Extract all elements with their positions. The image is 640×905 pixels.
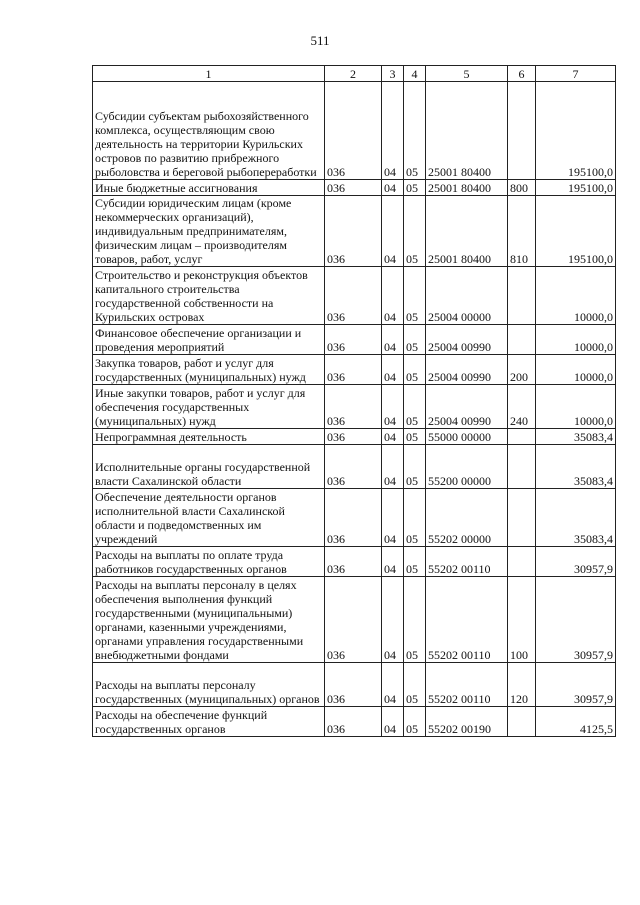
row-sum: 195100,0 [536,196,616,267]
row-name: Исполнительные органы государственной власти Сахалинской области [93,445,325,489]
row-rz: 04 [382,547,404,577]
table-row [93,547,616,577]
row-sum: 195100,0 [536,180,616,196]
row-grbs: 036 [325,385,382,429]
row-name: Расходы на выплаты по оплате труда работников государственных органов [93,547,325,577]
row-sum: 10000,0 [536,385,616,429]
row-csr: 25001 80400 [426,196,508,267]
row-pr: 05 [404,489,426,547]
row-name: Закупка товаров, работ и услуг для государственных (муниципальных) нужд [93,355,325,385]
row-vr: 240 [508,385,536,429]
row-pr: 05 [404,325,426,355]
row-sum: 35083,4 [536,429,616,445]
row-name: Непрограммная деятельность [93,429,325,445]
row-grbs: 036 [325,267,382,325]
row-sum: 35083,4 [536,489,616,547]
row-grbs: 036 [325,180,382,196]
row-csr: 55202 00110 [426,547,508,577]
row-rz: 04 [382,355,404,385]
row-grbs: 036 [325,355,382,385]
table-row [93,82,616,180]
row-sum: 4125,5 [536,707,616,737]
row-pr: 05 [404,196,426,267]
row-name: Финансовое обеспечение организации и проведения мероприятий [93,325,325,355]
row-sum: 30957,9 [536,547,616,577]
row-pr: 05 [404,355,426,385]
row-name: Субсидии субъектам рыбохозяйственного комплекса, осуществляющим свою деятельность на территории Курильских островов по развитию прибрежного рыболовства и береговой рыбопереработки [93,82,325,180]
row-vr [508,547,536,577]
row-pr: 05 [404,385,426,429]
row-name: Обеспечение деятельности органов исполнительной власти Сахалинской области и подведомственных им учреждений [93,489,325,547]
row-rz: 04 [382,180,404,196]
row-csr: 55202 00000 [426,489,508,547]
row-grbs: 036 [325,547,382,577]
row-vr [508,707,536,737]
row-rz: 04 [382,429,404,445]
table-row [93,707,616,737]
row-name: Иные закупки товаров, работ и услуг для обеспечения государственных (муниципальных) нужд [93,385,325,429]
row-rz: 04 [382,489,404,547]
table-row [93,445,616,489]
row-grbs: 036 [325,489,382,547]
row-rz: 04 [382,385,404,429]
column-header: 2 [325,66,382,82]
row-rz: 04 [382,445,404,489]
row-sum: 10000,0 [536,355,616,385]
row-grbs: 036 [325,325,382,355]
row-sum: 10000,0 [536,267,616,325]
table-row [93,429,616,445]
table-row [93,267,616,325]
column-header: 6 [508,66,536,82]
row-rz: 04 [382,82,404,180]
row-grbs: 036 [325,707,382,737]
row-csr: 55202 00110 [426,663,508,707]
row-csr: 25004 00990 [426,385,508,429]
row-vr: 810 [508,196,536,267]
row-rz: 04 [382,196,404,267]
row-pr: 05 [404,707,426,737]
row-rz: 04 [382,663,404,707]
row-csr: 55202 00190 [426,707,508,737]
row-vr: 200 [508,355,536,385]
table-row [93,325,616,355]
row-csr: 25001 80400 [426,82,508,180]
row-vr: 100 [508,577,536,663]
row-csr: 25004 00990 [426,325,508,355]
table-header-row [93,66,616,82]
row-vr [508,267,536,325]
table-row [93,577,616,663]
row-csr: 55200 00000 [426,445,508,489]
row-sum: 30957,9 [536,663,616,707]
row-rz: 04 [382,577,404,663]
row-pr: 05 [404,547,426,577]
row-sum: 30957,9 [536,577,616,663]
table-row [93,196,616,267]
row-vr [508,489,536,547]
row-rz: 04 [382,325,404,355]
row-vr [508,429,536,445]
row-vr: 800 [508,180,536,196]
row-name: Расходы на выплаты персоналу в целях обеспечения выполнения функций государственными (муниципальными) органами, казенными учреждениями, органами управления государственными внебюджетными фондами [93,577,325,663]
table-row [93,180,616,196]
column-header: 4 [404,66,426,82]
row-vr [508,445,536,489]
row-csr: 25001 80400 [426,180,508,196]
row-grbs: 036 [325,663,382,707]
row-pr: 05 [404,663,426,707]
row-pr: 05 [404,267,426,325]
row-vr [508,325,536,355]
row-name: Иные бюджетные ассигнования [93,180,325,196]
row-rz: 04 [382,267,404,325]
row-sum: 35083,4 [536,445,616,489]
row-pr: 05 [404,429,426,445]
row-sum: 10000,0 [536,325,616,355]
row-name: Строительство и реконструкция объектов капитального строительства государственной собственности на Курильских островах [93,267,325,325]
column-header: 3 [382,66,404,82]
table-row [93,385,616,429]
row-csr: 55000 00000 [426,429,508,445]
row-grbs: 036 [325,82,382,180]
table-row [93,355,616,385]
row-csr: 25004 00000 [426,267,508,325]
column-header: 1 [93,66,325,82]
row-name: Субсидии юридическим лицам (кроме некоммерческих организаций), индивидуальным предпринимателям, физическим лицам – производителям товаров, работ, услуг [93,196,325,267]
table-row [93,489,616,547]
row-vr: 120 [508,663,536,707]
page-number: 511 [310,33,330,48]
row-pr: 05 [404,445,426,489]
row-vr [508,82,536,180]
row-name: Расходы на обеспечение функций государственных органов [93,707,325,737]
row-rz: 04 [382,707,404,737]
row-grbs: 036 [325,577,382,663]
row-grbs: 036 [325,196,382,267]
row-pr: 05 [404,577,426,663]
row-name: Расходы на выплаты персоналу государственных (муниципальных) органов [93,663,325,707]
column-header: 5 [426,66,508,82]
row-grbs: 036 [325,429,382,445]
row-pr: 05 [404,180,426,196]
row-grbs: 036 [325,445,382,489]
budget-table [92,65,616,737]
row-pr: 05 [404,82,426,180]
column-header: 7 [536,66,616,82]
table-row [93,663,616,707]
row-csr: 25004 00990 [426,355,508,385]
row-csr: 55202 00110 [426,577,508,663]
row-sum: 195100,0 [536,82,616,180]
